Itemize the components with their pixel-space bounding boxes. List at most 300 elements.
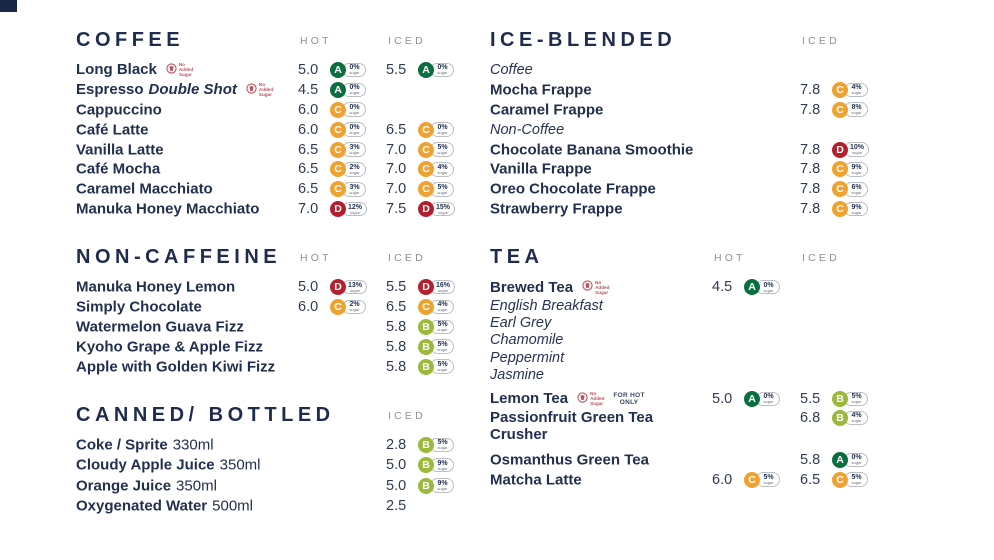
- sugar-percent: 2%: [349, 301, 360, 309]
- grade-letter: A: [330, 62, 346, 78]
- item-name: Cloudy Apple Juice: [76, 456, 215, 474]
- item-name-wrap: [490, 101, 603, 118]
- sugar-percent: 9%: [851, 163, 862, 171]
- menu-item-row: [76, 455, 476, 475]
- item-name-wrap: [76, 358, 275, 375]
- menu-item-row: [490, 409, 910, 445]
- menu-item-row: [76, 277, 476, 297]
- price-iced: 7.8: [800, 161, 821, 178]
- price-hot: 6.0: [298, 121, 319, 138]
- sugar-label: sugar: [851, 189, 862, 195]
- nutri-grade-badge-iced: [832, 181, 868, 197]
- price-iced: 7.8: [800, 81, 821, 98]
- nutri-grade-badge-hot: [330, 102, 366, 118]
- nutri-grade-badge-hot: [744, 472, 780, 488]
- for-hot-only-line: FOR HOT: [613, 391, 645, 399]
- item-name-wrap: [490, 122, 564, 138]
- sugar-percent: 5%: [437, 341, 448, 349]
- item-name: Café Latte: [76, 121, 149, 139]
- item-name-wrap: [76, 457, 261, 474]
- price-iced: 6.5: [800, 471, 821, 488]
- nutri-grade-badge-hot: [744, 391, 780, 407]
- menu-column-left: [76, 24, 476, 538]
- item-name-wrap: [490, 451, 649, 468]
- price-iced: 6.5: [386, 298, 407, 315]
- no-added-sugar-icon: [246, 81, 257, 99]
- price-hot: 4.5: [712, 279, 733, 296]
- item-name: Manuka Honey Lemon: [76, 278, 236, 296]
- item-name-wrap: [76, 61, 193, 79]
- sugar-percent: 16%: [436, 281, 451, 289]
- nutri-grade-badge-hot: [330, 279, 367, 295]
- nutri-grade-badge-iced: [418, 359, 454, 375]
- item-name-wrap: [490, 409, 680, 443]
- price-iced: 6.5: [386, 121, 407, 138]
- no-added-sugar-word: Sugar: [178, 72, 192, 78]
- sugar-label: sugar: [349, 70, 360, 76]
- price-iced: 5.0: [386, 457, 407, 474]
- nutri-grade-badge-iced: [418, 279, 455, 295]
- column-label-hot: HOT: [714, 252, 746, 265]
- grade-letter: C: [832, 102, 848, 118]
- no-added-sugar-icon: [166, 61, 177, 79]
- menu-item-row: [490, 179, 910, 199]
- menu-item-row: [490, 100, 910, 120]
- grade-letter: C: [832, 161, 848, 177]
- sugar-percent: 6%: [851, 183, 862, 191]
- price-hot: 5.0: [298, 279, 319, 296]
- item-name-wrap: [490, 81, 592, 98]
- menu-item-row: [490, 470, 910, 490]
- grade-letter: C: [418, 299, 434, 315]
- item-name-wrap: [490, 471, 582, 488]
- sugar-percent: 15%: [436, 203, 451, 211]
- item-name-wrap: [76, 477, 217, 494]
- menu-item-row: [76, 317, 476, 337]
- sugar-label: sugar: [437, 70, 448, 76]
- item-name: Vanilla Frappe: [490, 160, 592, 178]
- price-iced: 7.8: [800, 181, 821, 198]
- sugar-percent: 9%: [437, 480, 448, 488]
- menu-item-row: [76, 120, 476, 140]
- price-hot: 5.0: [298, 61, 319, 78]
- nutri-grade-badge-hot: [330, 82, 366, 98]
- column-label-iced: ICED: [388, 35, 426, 47]
- item-name-wrap: [76, 81, 273, 99]
- sugar-percent: 12%: [348, 203, 363, 211]
- no-added-sugar-icon: [582, 278, 593, 296]
- item-name: Osmanthus Green Tea: [490, 451, 649, 469]
- item-name-wrap: [76, 279, 235, 296]
- menu-item-row: [76, 475, 476, 495]
- menu-section-canned-bottled: [76, 399, 476, 517]
- item-name-wrap: [490, 62, 533, 78]
- price-iced: 7.8: [800, 141, 821, 158]
- grade-letter: C: [418, 161, 434, 177]
- tea-variant-row: [490, 332, 910, 349]
- no-added-sugar-word: Added: [178, 67, 194, 73]
- price-iced: 5.8: [800, 451, 821, 468]
- nutri-grade-badge-hot: [330, 201, 367, 217]
- sugar-percent: 0%: [349, 124, 360, 132]
- price-iced: 5.5: [386, 61, 407, 78]
- grade-letter: C: [330, 161, 346, 177]
- item-name: Strawberry Frappe: [490, 200, 623, 218]
- item-name: Coke / Sprite: [76, 436, 168, 454]
- sugar-percent: 5%: [763, 474, 774, 482]
- grade-letter: D: [832, 142, 848, 158]
- price-hot: 7.0: [298, 201, 319, 218]
- sugar-label: sugar: [763, 480, 774, 486]
- nutri-grade-badge-iced: [418, 201, 455, 217]
- tea-variant-row: [490, 349, 910, 366]
- menu-item-row: [76, 140, 476, 160]
- no-added-sugar-word: Added: [590, 396, 605, 402]
- section-title: NON-CAFFEINE: [76, 246, 282, 269]
- column-label-hot: HOT: [300, 35, 332, 47]
- menu-item-row: [490, 140, 910, 160]
- item-name-wrap: [490, 201, 623, 218]
- grade-letter: A: [418, 62, 434, 78]
- menu-item-row: [76, 496, 476, 516]
- sugar-percent: 5%: [437, 183, 448, 191]
- section-header: [76, 241, 476, 271]
- item-name-wrap: [76, 338, 263, 355]
- menu-item-row: [76, 159, 476, 179]
- nutri-grade-badge-iced: [418, 457, 454, 473]
- price-iced: 7.0: [386, 181, 407, 198]
- menu-item-row: [76, 297, 476, 317]
- item-name: Coffee: [490, 61, 533, 78]
- no-added-sugar-word: Sugar: [595, 289, 609, 295]
- price-iced: 2.5: [386, 497, 407, 514]
- item-name: Caramel Frappe: [490, 101, 604, 119]
- item-name: Oxygenated Water: [76, 497, 208, 515]
- nutri-grade-badge-iced: [832, 201, 868, 217]
- item-name: Apple with Golden Kiwi Fizz: [76, 358, 276, 376]
- subheading-row: [490, 120, 910, 140]
- item-size: 500ml: [212, 497, 254, 515]
- sugar-label: sugar: [437, 130, 448, 136]
- price-hot: 6.5: [298, 181, 319, 198]
- item-name-wrap: [76, 436, 214, 453]
- item-name-suffix: Double Shot: [148, 81, 237, 99]
- no-added-sugar-stamp: [582, 278, 609, 296]
- sugar-label: sugar: [438, 209, 449, 215]
- price-hot: 6.0: [712, 471, 733, 488]
- item-name: Espresso: [76, 81, 144, 99]
- menu-item-row: [76, 60, 476, 80]
- nutri-grade-badge-iced: [418, 437, 454, 453]
- section-header: [76, 399, 476, 429]
- nutri-grade-badge-iced: [418, 122, 454, 138]
- sugar-percent: 9%: [851, 203, 862, 211]
- sugar-label: sugar: [851, 90, 862, 96]
- sugar-percent: 5%: [437, 321, 448, 329]
- sugar-label: sugar: [851, 480, 862, 486]
- nutri-grade-badge-iced: [832, 452, 868, 468]
- item-name-wrap: [76, 318, 244, 335]
- column-label-hot: HOT: [300, 252, 332, 265]
- menu-item-row: [76, 179, 476, 199]
- item-name-wrap: [76, 161, 160, 178]
- grade-letter: B: [418, 359, 434, 375]
- sugar-label: sugar: [350, 209, 361, 215]
- price-hot: 6.5: [298, 161, 319, 178]
- sugar-label: sugar: [851, 418, 862, 424]
- sugar-label: sugar: [437, 327, 448, 333]
- sugar-percent: 0%: [349, 64, 360, 72]
- section-title: ICE-BLENDED: [490, 29, 677, 51]
- sugar-percent: 4%: [437, 163, 448, 171]
- sugar-percent: 0%: [851, 454, 862, 462]
- sugar-label: sugar: [349, 150, 360, 155]
- price-hot: 6.5: [298, 141, 319, 158]
- no-added-sugar-label: [590, 391, 604, 406]
- grade-letter: C: [330, 102, 346, 118]
- grade-letter: C: [418, 142, 434, 158]
- menu-column-right: [490, 24, 910, 512]
- item-name: Chamomile: [490, 332, 564, 349]
- nutri-grade-badge-hot: [330, 161, 366, 177]
- item-name-wrap: [490, 350, 564, 366]
- sugar-percent: 0%: [763, 393, 774, 401]
- nutri-grade-badge-hot: [330, 122, 366, 138]
- sugar-label: sugar: [438, 287, 449, 293]
- item-name: Simply Chocolate: [76, 298, 202, 316]
- item-name-wrap: [76, 101, 162, 118]
- no-added-sugar-word: Added: [595, 284, 610, 290]
- sugar-label: sugar: [437, 347, 448, 353]
- sugar-label: sugar: [349, 307, 360, 313]
- item-name-wrap: [76, 181, 213, 198]
- corner-mark: [0, 0, 17, 12]
- item-name-wrap: [490, 141, 693, 158]
- price-hot: 6.0: [298, 101, 319, 118]
- item-name: Lemon Tea: [490, 390, 569, 408]
- sugar-percent: 4%: [851, 84, 862, 92]
- no-added-sugar-word: No: [258, 82, 265, 88]
- price-iced: 5.5: [800, 390, 821, 407]
- item-name-wrap: [76, 121, 149, 138]
- column-label-iced: ICED: [388, 252, 426, 265]
- sugar-label: sugar: [350, 287, 361, 293]
- item-name: Chocolate Banana Smoothie: [490, 141, 694, 158]
- item-name-wrap: [76, 497, 253, 514]
- sugar-label: sugar: [437, 169, 448, 175]
- item-name: Long Black: [76, 61, 157, 79]
- menu-section-coffee: [76, 24, 476, 219]
- tea-variant-row: [490, 367, 910, 384]
- item-name: Manuka Honey Macchiato: [76, 200, 260, 218]
- for-hot-only-label: [613, 392, 644, 406]
- grade-letter: D: [330, 201, 346, 217]
- grade-letter: D: [330, 279, 346, 295]
- grade-letter: D: [418, 279, 434, 295]
- sugar-label: sugar: [349, 110, 360, 116]
- section-header: [490, 241, 910, 271]
- item-size: 330ml: [172, 436, 214, 454]
- sugar-percent: 0%: [437, 124, 448, 132]
- no-added-sugar-stamp: [246, 81, 273, 99]
- sugar-label: sugar: [437, 486, 448, 492]
- item-name: Peppermint: [490, 349, 565, 366]
- no-added-sugar-label: [595, 280, 609, 295]
- menu-item-row: [490, 389, 910, 409]
- nutri-grade-badge-hot: [330, 62, 366, 78]
- menu-item-row: [490, 199, 910, 219]
- for-hot-only-line: ONLY: [619, 398, 639, 406]
- nutri-grade-badge-iced: [418, 319, 454, 335]
- item-name-wrap: [490, 390, 645, 408]
- nutri-grade-badge-iced: [832, 82, 868, 98]
- menu-item-row: [490, 159, 910, 179]
- nutri-grade-badge-iced: [418, 478, 454, 494]
- item-name-wrap: [490, 315, 551, 331]
- tea-variant-row: [490, 297, 910, 314]
- sugar-label: sugar: [763, 399, 774, 405]
- sugar-label: sugar: [437, 307, 448, 313]
- sugar-label: sugar: [852, 150, 863, 155]
- no-added-sugar-word: Sugar: [258, 92, 272, 98]
- grade-letter: C: [832, 82, 848, 98]
- price-iced: 7.8: [800, 101, 821, 118]
- section-header: [490, 24, 910, 54]
- nutri-grade-badge-hot: [330, 142, 366, 158]
- menu-section-non-caffeine: [76, 241, 476, 376]
- nutri-grade-badge-iced: [418, 161, 454, 177]
- menu-item-row: [76, 357, 476, 377]
- tea-variant-row: [490, 314, 910, 331]
- nutri-grade-badge-iced: [418, 142, 454, 158]
- item-name-wrap: [490, 298, 603, 314]
- item-name: Passionfruit Green Tea Crusher: [490, 408, 654, 443]
- sugar-label: sugar: [349, 90, 360, 96]
- grade-letter: D: [418, 201, 434, 217]
- item-name: Vanilla Latte: [76, 141, 164, 158]
- sugar-label: sugar: [437, 367, 448, 373]
- item-name-wrap: [490, 278, 609, 296]
- item-name-wrap: [76, 201, 259, 218]
- sugar-percent: 5%: [437, 439, 448, 447]
- section-title: CANNED/ BOTTLED: [76, 403, 335, 426]
- nutri-grade-badge-iced: [418, 62, 454, 78]
- nutri-grade-badge-iced: [832, 472, 868, 488]
- no-added-sugar-icon: [577, 390, 588, 408]
- sugar-label: sugar: [851, 460, 862, 466]
- nutri-grade-badge-hot: [744, 279, 780, 295]
- grade-letter: B: [418, 437, 434, 453]
- sugar-percent: 3%: [349, 144, 360, 151]
- sugar-label: sugar: [437, 189, 448, 195]
- price-hot: 5.0: [712, 390, 733, 407]
- sugar-percent: 0%: [349, 84, 360, 92]
- sugar-label: sugar: [851, 209, 862, 215]
- grade-letter: B: [418, 319, 434, 335]
- column-label-iced: ICED: [802, 35, 840, 47]
- grade-letter: B: [832, 410, 848, 426]
- item-name-wrap: [490, 332, 563, 348]
- price-iced: 6.8: [800, 409, 821, 426]
- price-iced: 7.8: [800, 201, 821, 218]
- grade-letter: A: [832, 452, 848, 468]
- price-iced: 7.5: [386, 201, 407, 218]
- nutri-grade-badge-hot: [330, 181, 366, 197]
- sugar-percent: 4%: [437, 301, 448, 309]
- price-iced: 2.8: [386, 436, 407, 453]
- menu-section-tea: [490, 241, 910, 490]
- no-added-sugar-stamp: [577, 390, 604, 408]
- menu-item-row: [76, 80, 476, 100]
- grade-letter: C: [832, 181, 848, 197]
- sugar-label: sugar: [349, 169, 360, 175]
- no-added-sugar-label: [259, 82, 273, 97]
- item-name: Caramel Macchiato: [76, 180, 213, 198]
- sugar-percent: 5%: [437, 361, 448, 369]
- item-name-wrap: [490, 367, 544, 383]
- sugar-percent: 5%: [851, 474, 862, 482]
- nutri-grade-badge-iced: [832, 102, 868, 118]
- nutri-grade-badge-iced: [832, 142, 869, 158]
- price-iced: 5.8: [386, 358, 407, 375]
- item-name: English Breakfast: [490, 297, 603, 314]
- item-name: Non-Coffee: [490, 121, 565, 138]
- no-added-sugar-word: Added: [258, 87, 274, 93]
- nutri-grade-badge-iced: [832, 161, 868, 177]
- price-hot: 4.5: [298, 81, 319, 98]
- item-name: Earl Grey: [490, 315, 552, 332]
- sugar-percent: 9%: [437, 459, 448, 467]
- nutri-grade-badge-iced: [418, 181, 454, 197]
- item-name-wrap: [490, 181, 656, 198]
- item-name-wrap: [76, 298, 202, 315]
- sugar-label: sugar: [851, 169, 862, 175]
- no-added-sugar-word: No: [178, 62, 185, 68]
- menu-item-row: [76, 199, 476, 219]
- sugar-label: sugar: [851, 399, 862, 405]
- nutri-grade-badge-iced: [832, 391, 868, 407]
- sugar-label: sugar: [851, 110, 862, 116]
- menu-item-row: [76, 337, 476, 357]
- section-title: COFFEE: [76, 29, 185, 51]
- section-title: TEA: [490, 246, 544, 269]
- grade-letter: B: [832, 391, 848, 407]
- sugar-label: sugar: [349, 189, 360, 195]
- no-added-sugar-label: [179, 62, 193, 77]
- sugar-label: sugar: [349, 130, 360, 136]
- item-name: Mocha Frappe: [490, 81, 592, 99]
- item-name-wrap: [490, 161, 592, 178]
- sugar-percent: 0%: [349, 104, 360, 112]
- grade-letter: C: [832, 201, 848, 217]
- sugar-label: sugar: [437, 150, 448, 155]
- sugar-percent: 4%: [851, 412, 862, 420]
- item-size: 350ml: [219, 456, 261, 474]
- subheading-row: [490, 60, 910, 80]
- grade-letter: C: [418, 181, 434, 197]
- sugar-percent: 13%: [348, 281, 363, 289]
- item-name: Café Mocha: [76, 160, 161, 178]
- nutri-grade-badge-hot: [330, 299, 366, 315]
- item-name: Watermelon Guava Fizz: [76, 318, 244, 336]
- item-size: 350ml: [176, 477, 217, 495]
- section-header: [76, 24, 476, 54]
- menu-item-row: [76, 100, 476, 120]
- grade-letter: C: [418, 122, 434, 138]
- sugar-percent: 0%: [763, 281, 774, 289]
- menu-section-ice-blended: [490, 24, 910, 219]
- menu-item-row: [490, 277, 910, 297]
